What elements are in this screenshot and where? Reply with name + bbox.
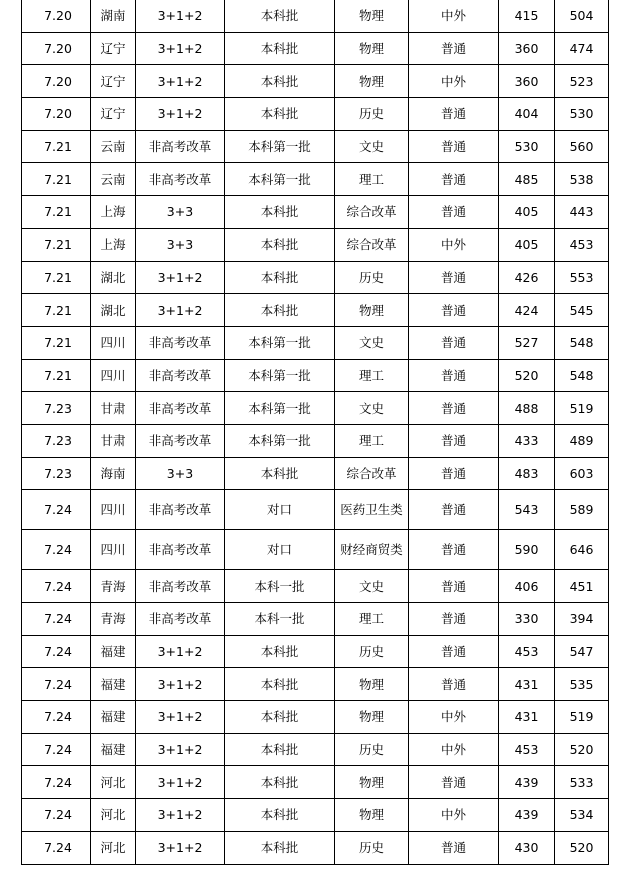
exam-mode-cell: 非高考改革 — [136, 163, 225, 196]
exam-mode-cell: 非高考改革 — [136, 530, 225, 570]
date-cell: 7.21 — [22, 130, 91, 163]
province-cell: 福建 — [91, 733, 136, 766]
min-score-cell: 451 — [555, 570, 609, 603]
date-cell: 7.23 — [22, 457, 91, 490]
date-cell: 7.21 — [22, 326, 91, 359]
table-row — [22, 32, 609, 65]
min-score-cell: 603 — [555, 457, 609, 490]
batch-cell: 本科批 — [225, 766, 335, 799]
batch-cell: 本科第一批 — [225, 392, 335, 425]
province-cell: 青海 — [91, 603, 136, 636]
subject-cell: 物理 — [335, 32, 409, 65]
exam-mode-cell: 非高考改革 — [136, 424, 225, 457]
batch-cell: 本科批 — [225, 701, 335, 734]
control-line-cell: 404 — [499, 98, 555, 131]
province-cell: 四川 — [91, 326, 136, 359]
control-line-cell: 360 — [499, 32, 555, 65]
subject-cell: 财经商贸类 — [335, 530, 409, 570]
min-score-cell: 548 — [555, 359, 609, 392]
program-type-cell: 中外 — [409, 0, 499, 32]
control-line-cell: 530 — [499, 130, 555, 163]
date-cell: 7.24 — [22, 603, 91, 636]
subject-cell: 物理 — [335, 799, 409, 832]
min-score-cell: 589 — [555, 490, 609, 530]
subject-cell: 理工 — [335, 603, 409, 636]
subject-cell: 综合改革 — [335, 228, 409, 261]
province-cell: 河北 — [91, 799, 136, 832]
control-line-cell: 330 — [499, 603, 555, 636]
table-row — [22, 457, 609, 490]
program-type-cell: 普通 — [409, 392, 499, 425]
exam-mode-cell: 3+3 — [136, 457, 225, 490]
exam-mode-cell: 3+1+2 — [136, 701, 225, 734]
control-line-cell: 430 — [499, 831, 555, 864]
table-row — [22, 359, 609, 392]
exam-mode-cell: 非高考改革 — [136, 359, 225, 392]
table-body — [22, 0, 609, 864]
subject-cell: 物理 — [335, 766, 409, 799]
control-line-cell: 433 — [499, 424, 555, 457]
subject-cell: 理工 — [335, 359, 409, 392]
batch-cell: 本科批 — [225, 457, 335, 490]
table-row — [22, 766, 609, 799]
date-cell: 7.24 — [22, 733, 91, 766]
table-row — [22, 130, 609, 163]
program-type-cell: 普通 — [409, 98, 499, 131]
batch-cell: 本科批 — [225, 32, 335, 65]
exam-mode-cell: 3+1+2 — [136, 261, 225, 294]
date-cell: 7.24 — [22, 490, 91, 530]
subject-cell: 物理 — [335, 0, 409, 32]
table-row — [22, 603, 609, 636]
exam-mode-cell: 非高考改革 — [136, 603, 225, 636]
min-score-cell: 533 — [555, 766, 609, 799]
subject-cell: 文史 — [335, 392, 409, 425]
table-row — [22, 163, 609, 196]
province-cell: 甘肃 — [91, 392, 136, 425]
province-cell: 上海 — [91, 228, 136, 261]
batch-cell: 本科第一批 — [225, 359, 335, 392]
batch-cell: 本科批 — [225, 98, 335, 131]
table-row — [22, 530, 609, 570]
province-cell: 辽宁 — [91, 32, 136, 65]
subject-cell: 物理 — [335, 65, 409, 98]
province-cell: 云南 — [91, 163, 136, 196]
exam-mode-cell: 非高考改革 — [136, 392, 225, 425]
table-row — [22, 196, 609, 229]
province-cell: 河北 — [91, 766, 136, 799]
batch-cell: 本科批 — [225, 668, 335, 701]
batch-cell: 本科批 — [225, 635, 335, 668]
table-row — [22, 490, 609, 530]
date-cell: 7.24 — [22, 799, 91, 832]
date-cell: 7.20 — [22, 98, 91, 131]
batch-cell: 本科批 — [225, 733, 335, 766]
exam-mode-cell: 3+1+2 — [136, 65, 225, 98]
program-type-cell: 中外 — [409, 228, 499, 261]
exam-mode-cell: 非高考改革 — [136, 570, 225, 603]
table-row — [22, 98, 609, 131]
subject-cell: 理工 — [335, 163, 409, 196]
table-row — [22, 261, 609, 294]
program-type-cell: 普通 — [409, 668, 499, 701]
date-cell: 7.20 — [22, 32, 91, 65]
province-cell: 福建 — [91, 635, 136, 668]
date-cell: 7.23 — [22, 424, 91, 457]
control-line-cell: 485 — [499, 163, 555, 196]
batch-cell: 本科批 — [225, 0, 335, 32]
batch-cell: 本科批 — [225, 65, 335, 98]
program-type-cell: 中外 — [409, 65, 499, 98]
control-line-cell: 527 — [499, 326, 555, 359]
exam-mode-cell: 3+3 — [136, 228, 225, 261]
batch-cell: 本科批 — [225, 831, 335, 864]
program-type-cell: 普通 — [409, 603, 499, 636]
batch-cell: 本科第一批 — [225, 326, 335, 359]
province-cell: 四川 — [91, 530, 136, 570]
min-score-cell: 520 — [555, 733, 609, 766]
province-cell: 河北 — [91, 831, 136, 864]
program-type-cell: 普通 — [409, 32, 499, 65]
province-cell: 云南 — [91, 130, 136, 163]
exam-mode-cell: 3+1+2 — [136, 733, 225, 766]
date-cell: 7.24 — [22, 701, 91, 734]
province-cell: 四川 — [91, 359, 136, 392]
min-score-cell: 504 — [555, 0, 609, 32]
province-cell: 湖北 — [91, 294, 136, 327]
date-cell: 7.21 — [22, 294, 91, 327]
control-line-cell: 431 — [499, 701, 555, 734]
program-type-cell: 普通 — [409, 831, 499, 864]
subject-cell: 文史 — [335, 326, 409, 359]
table-row — [22, 831, 609, 864]
table-row — [22, 294, 609, 327]
date-cell: 7.24 — [22, 668, 91, 701]
date-cell: 7.23 — [22, 392, 91, 425]
min-score-cell: 394 — [555, 603, 609, 636]
program-type-cell: 普通 — [409, 359, 499, 392]
control-line-cell: 360 — [499, 65, 555, 98]
date-cell: 7.21 — [22, 228, 91, 261]
min-score-cell: 519 — [555, 392, 609, 425]
min-score-cell: 553 — [555, 261, 609, 294]
province-cell: 四川 — [91, 490, 136, 530]
control-line-cell: 424 — [499, 294, 555, 327]
date-cell: 7.24 — [22, 570, 91, 603]
control-line-cell: 415 — [499, 0, 555, 32]
min-score-cell: 523 — [555, 65, 609, 98]
program-type-cell: 普通 — [409, 130, 499, 163]
date-cell: 7.20 — [22, 0, 91, 32]
batch-cell: 本科批 — [225, 799, 335, 832]
control-line-cell: 405 — [499, 196, 555, 229]
batch-cell: 本科批 — [225, 196, 335, 229]
control-line-cell: 453 — [499, 733, 555, 766]
province-cell: 湖南 — [91, 0, 136, 32]
subject-cell: 历史 — [335, 98, 409, 131]
batch-cell: 本科批 — [225, 294, 335, 327]
program-type-cell: 普通 — [409, 326, 499, 359]
min-score-cell: 534 — [555, 799, 609, 832]
subject-cell: 物理 — [335, 701, 409, 734]
min-score-cell: 535 — [555, 668, 609, 701]
min-score-cell: 453 — [555, 228, 609, 261]
min-score-cell: 560 — [555, 130, 609, 163]
control-line-cell: 431 — [499, 668, 555, 701]
batch-cell: 本科一批 — [225, 603, 335, 636]
min-score-cell: 519 — [555, 701, 609, 734]
table-row — [22, 424, 609, 457]
date-cell: 7.21 — [22, 359, 91, 392]
subject-cell: 综合改革 — [335, 196, 409, 229]
exam-mode-cell: 非高考改革 — [136, 130, 225, 163]
exam-mode-cell: 3+3 — [136, 196, 225, 229]
table-row — [22, 65, 609, 98]
program-type-cell: 普通 — [409, 490, 499, 530]
program-type-cell: 普通 — [409, 766, 499, 799]
subject-cell: 文史 — [335, 570, 409, 603]
program-type-cell: 普通 — [409, 163, 499, 196]
subject-cell: 历史 — [335, 831, 409, 864]
min-score-cell: 545 — [555, 294, 609, 327]
program-type-cell: 中外 — [409, 799, 499, 832]
subject-cell: 物理 — [335, 294, 409, 327]
province-cell: 福建 — [91, 701, 136, 734]
control-line-cell: 439 — [499, 799, 555, 832]
program-type-cell: 普通 — [409, 424, 499, 457]
exam-mode-cell: 3+1+2 — [136, 0, 225, 32]
table-row — [22, 635, 609, 668]
control-line-cell: 590 — [499, 530, 555, 570]
date-cell: 7.20 — [22, 65, 91, 98]
min-score-cell: 474 — [555, 32, 609, 65]
admission-scores-table-wrapper — [21, 0, 608, 865]
subject-cell: 文史 — [335, 130, 409, 163]
date-cell: 7.24 — [22, 635, 91, 668]
batch-cell: 本科一批 — [225, 570, 335, 603]
min-score-cell: 530 — [555, 98, 609, 131]
control-line-cell: 520 — [499, 359, 555, 392]
min-score-cell: 548 — [555, 326, 609, 359]
batch-cell: 对口 — [225, 530, 335, 570]
program-type-cell: 普通 — [409, 294, 499, 327]
table-row — [22, 228, 609, 261]
table-row — [22, 799, 609, 832]
exam-mode-cell: 3+1+2 — [136, 294, 225, 327]
exam-mode-cell: 3+1+2 — [136, 766, 225, 799]
date-cell: 7.21 — [22, 196, 91, 229]
exam-mode-cell: 3+1+2 — [136, 635, 225, 668]
exam-mode-cell: 非高考改革 — [136, 490, 225, 530]
subject-cell: 医药卫生类 — [335, 490, 409, 530]
control-line-cell: 453 — [499, 635, 555, 668]
min-score-cell: 646 — [555, 530, 609, 570]
batch-cell: 本科批 — [225, 228, 335, 261]
subject-cell: 历史 — [335, 635, 409, 668]
date-cell: 7.21 — [22, 163, 91, 196]
province-cell: 海南 — [91, 457, 136, 490]
min-score-cell: 547 — [555, 635, 609, 668]
exam-mode-cell: 3+1+2 — [136, 98, 225, 131]
min-score-cell: 443 — [555, 196, 609, 229]
table-row — [22, 326, 609, 359]
subject-cell: 物理 — [335, 668, 409, 701]
province-cell: 辽宁 — [91, 98, 136, 131]
date-cell: 7.24 — [22, 530, 91, 570]
date-cell: 7.24 — [22, 831, 91, 864]
program-type-cell: 普通 — [409, 261, 499, 294]
exam-mode-cell: 3+1+2 — [136, 32, 225, 65]
program-type-cell: 普通 — [409, 457, 499, 490]
min-score-cell: 538 — [555, 163, 609, 196]
program-type-cell: 中外 — [409, 701, 499, 734]
subject-cell: 综合改革 — [335, 457, 409, 490]
exam-mode-cell: 3+1+2 — [136, 799, 225, 832]
control-line-cell: 406 — [499, 570, 555, 603]
table-row — [22, 668, 609, 701]
subject-cell: 历史 — [335, 261, 409, 294]
date-cell: 7.21 — [22, 261, 91, 294]
min-score-cell: 520 — [555, 831, 609, 864]
exam-mode-cell: 3+1+2 — [136, 831, 225, 864]
date-cell: 7.24 — [22, 766, 91, 799]
table-row — [22, 0, 609, 32]
control-line-cell: 488 — [499, 392, 555, 425]
province-cell: 湖北 — [91, 261, 136, 294]
admission-scores-table — [21, 0, 609, 865]
program-type-cell: 普通 — [409, 530, 499, 570]
province-cell: 上海 — [91, 196, 136, 229]
program-type-cell: 普通 — [409, 196, 499, 229]
exam-mode-cell: 非高考改革 — [136, 326, 225, 359]
province-cell: 青海 — [91, 570, 136, 603]
subject-cell: 历史 — [335, 733, 409, 766]
subject-cell: 理工 — [335, 424, 409, 457]
control-line-cell: 483 — [499, 457, 555, 490]
table-row — [22, 701, 609, 734]
batch-cell: 本科第一批 — [225, 130, 335, 163]
batch-cell: 本科批 — [225, 261, 335, 294]
province-cell: 辽宁 — [91, 65, 136, 98]
table-row — [22, 570, 609, 603]
program-type-cell: 普通 — [409, 635, 499, 668]
exam-mode-cell: 3+1+2 — [136, 668, 225, 701]
province-cell: 甘肃 — [91, 424, 136, 457]
table-row — [22, 733, 609, 766]
batch-cell: 对口 — [225, 490, 335, 530]
batch-cell: 本科第一批 — [225, 424, 335, 457]
batch-cell: 本科第一批 — [225, 163, 335, 196]
program-type-cell: 中外 — [409, 733, 499, 766]
province-cell: 福建 — [91, 668, 136, 701]
min-score-cell: 489 — [555, 424, 609, 457]
control-line-cell: 543 — [499, 490, 555, 530]
control-line-cell: 405 — [499, 228, 555, 261]
control-line-cell: 439 — [499, 766, 555, 799]
control-line-cell: 426 — [499, 261, 555, 294]
table-row — [22, 392, 609, 425]
program-type-cell: 普通 — [409, 570, 499, 603]
